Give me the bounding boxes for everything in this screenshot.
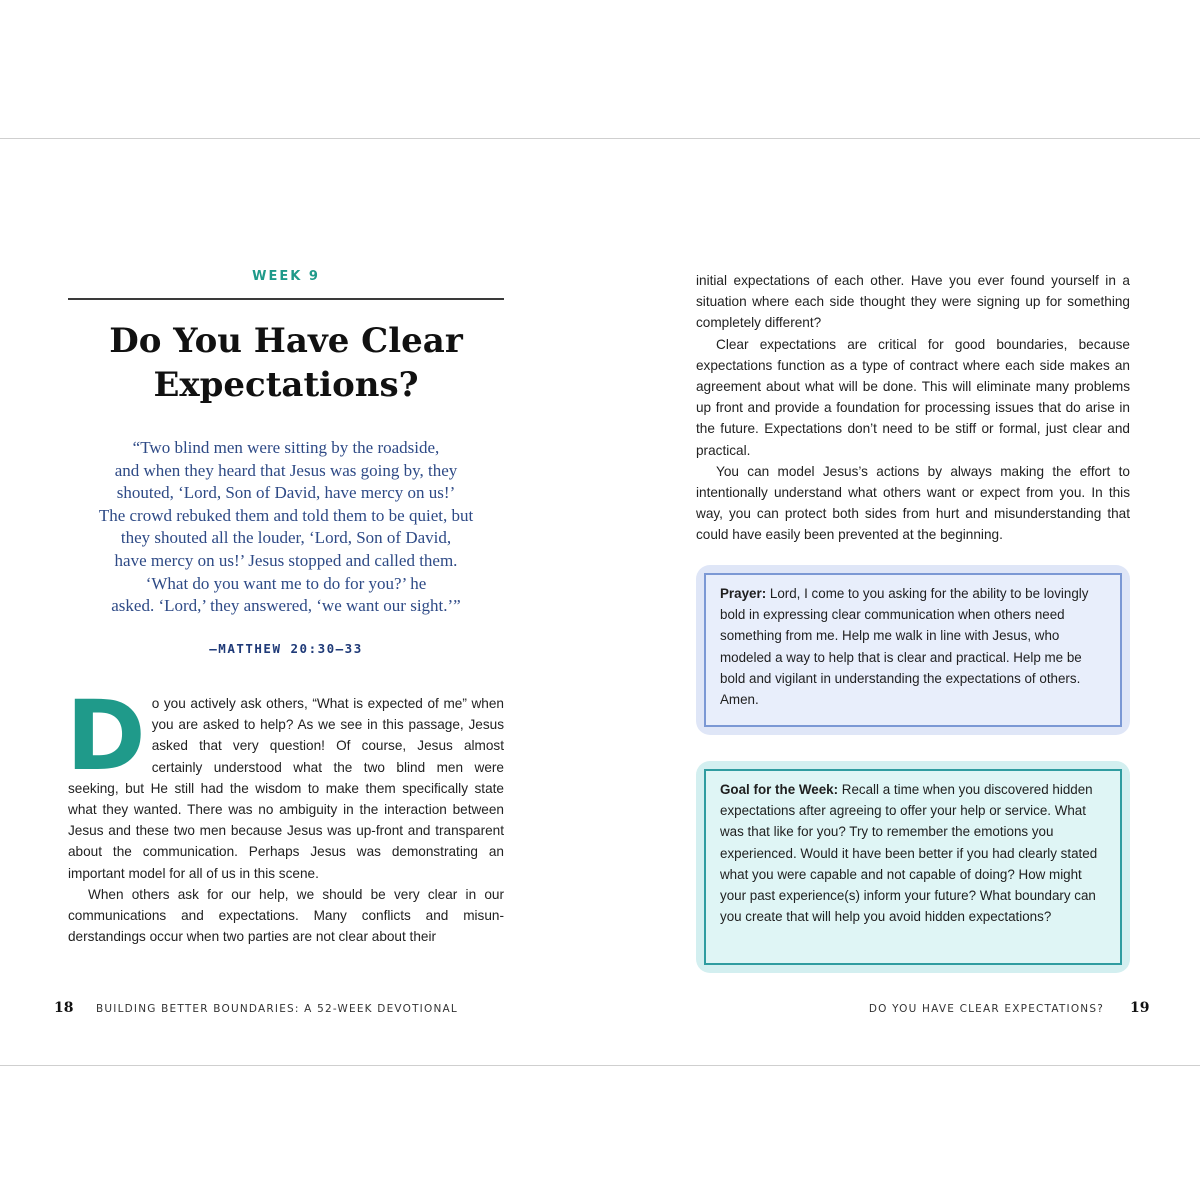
running-head-left: BUILDING BETTER BOUNDARIES: A 52-WEEK DEVOTIONAL: [96, 1003, 458, 1015]
prayer-text: Lord, I come to you asking for the ability to be lovingly bold in expressing clear communication when others need something from me. Help me walk in line with Jesus, who modeled a way to help that is clear and practical. Help me be bold and vigilant in understanding the expectations of others. Amen.: [720, 586, 1089, 708]
prayer-box-inner: [704, 573, 1122, 727]
scripture-line: they shouted all the louder, ‘Lord, Son of David,: [120, 528, 452, 548]
book-spread: [0, 138, 1200, 1066]
scripture-citation: —MATTHEW 20:30–33: [209, 641, 363, 656]
scripture-line: ‘What do you want me to do for you?’ he: [145, 573, 427, 593]
prayer-label: Prayer:: [720, 586, 767, 601]
left-page: [0, 139, 600, 1065]
scripture-line: “Two blind men were sitting by the roadside,: [132, 438, 440, 457]
scripture-line: The crowd rebuked them and told them to be quiet, but: [98, 505, 474, 525]
right-body-text: [696, 270, 1130, 546]
paragraph-text: o you actively ask others, “What is expected of me” when you are asked to help? As we see in this passage, Jesus asked that very question! Of course, Jesus almost certainly understood what the two blind men were seeking, but He still had the wisdom to make them specifically state what they wanted. There was no ambiguity in the interaction between Jesus and these two men because Jesus was up-front and transparent about the communication. Perhaps Jesus was demonstrating an important model for all of us in this scene.: [68, 696, 504, 881]
goal-box: [696, 761, 1130, 973]
running-head-right: DO YOU HAVE CLEAR EXPECTATIONS?: [868, 1003, 1104, 1015]
body-paragraph: You can model Jesus’s actions by always making the effort to intentionally understand what others want or expect from you. In this way, you can protect both sides from hurt and misunderstanding that could have easily been prevented at the beginning.: [696, 463, 1130, 543]
body-paragraph: When others ask for our help, we should be very clear in our communications and expectations. Many conflicts and misunderstandings occur when two parties are not clear about their: [68, 886, 504, 945]
goal-box-inner: [704, 769, 1122, 965]
scripture-line: and when they heard that Jesus was going by, they: [114, 460, 458, 480]
heading-rule: [68, 298, 504, 300]
body-paragraph: Clear expectations are critical for good boundaries, because expectations function as a type of contract where each side makes an agreement about what will be done. This will eliminate many problems up front and provide a foundation for processing issues that do arise in the future. Expectations don’t need to be stiff or formal, just clear and practical.: [696, 336, 1130, 458]
title-line-1: Do You Have Clear: [109, 321, 463, 361]
drop-cap: D: [66, 680, 146, 792]
goal-label: Goal for the Week:: [720, 782, 839, 797]
page-number-right: 19: [1130, 1000, 1150, 1016]
scripture-line: shouted, ‘Lord, Son of David, have mercy on us!’: [116, 483, 456, 503]
scripture-line: have mercy on us!’ Jesus stopped and called them.: [114, 550, 458, 570]
body-paragraph: [66, 680, 504, 884]
title-line-2: Expectations?: [153, 365, 419, 405]
right-page: [600, 139, 1200, 1065]
page-number-left: 18: [54, 1000, 74, 1016]
goal-text: Recall a time when you discovered hidden expectations after agreeing to offer your help or service. What was that like for you? Try to remember the emotions you experienced. Would it have been better if you had clearly stated what you were capable and not capable of doing? How might your past experience(s) inform your future? What boundary can you create that will help you avoid hidden expectations?: [720, 782, 1098, 925]
prayer-box: [696, 565, 1130, 735]
left-body-text: [66, 680, 504, 947]
scripture-quote: [68, 437, 504, 618]
page-title: [68, 319, 504, 407]
body-paragraph: initial expectations of each other. Have you ever found yourself in a situation where each side thought they were signing up for something completely different?: [696, 273, 1130, 331]
scripture-line: asked. ‘Lord,’ they answered, ‘we want our sight.’”: [111, 596, 461, 616]
week-label: WEEK 9: [252, 269, 320, 284]
